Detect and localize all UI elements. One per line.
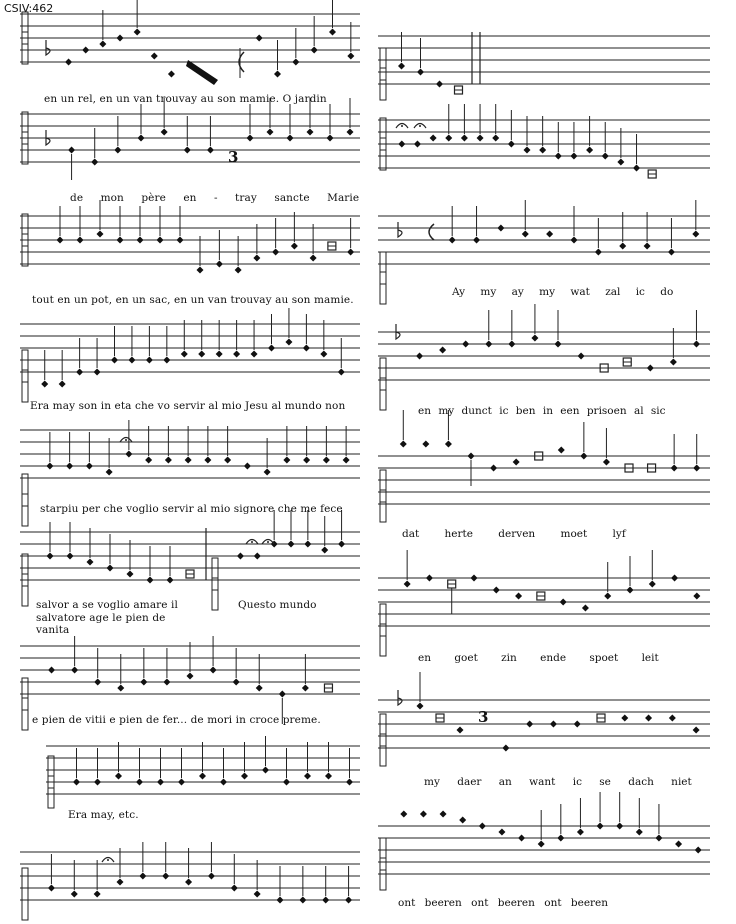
note [59, 381, 66, 388]
note [578, 353, 585, 360]
note [304, 773, 311, 780]
note [161, 129, 168, 136]
note [279, 691, 286, 698]
note [71, 667, 78, 674]
note [177, 237, 184, 244]
note [558, 447, 565, 454]
note [57, 237, 64, 244]
note [256, 35, 263, 42]
note [244, 463, 251, 470]
note [94, 891, 101, 898]
lyric-line: Era may son in eta che vo servir al mio Jesu al mundo non [30, 400, 346, 412]
note [210, 667, 217, 674]
note [493, 587, 500, 594]
note [417, 703, 424, 710]
note [449, 237, 456, 244]
lyric-line: tout en un pot, en un sac, en un van trouvay au son mamie. [32, 294, 354, 306]
note [550, 721, 557, 728]
clef [380, 48, 386, 100]
note [283, 457, 290, 464]
note [338, 369, 345, 376]
note [262, 767, 269, 774]
note [343, 457, 350, 464]
note [117, 685, 124, 692]
note [71, 891, 78, 898]
note [138, 135, 145, 142]
note [670, 359, 677, 366]
note [199, 773, 206, 780]
fermata [401, 125, 403, 127]
note [117, 879, 124, 886]
note [327, 135, 334, 142]
note [137, 237, 144, 244]
note [162, 873, 169, 880]
note [157, 237, 164, 244]
note [303, 457, 310, 464]
note [76, 369, 83, 376]
lyric-line: dat herte derven moet lyf [402, 528, 626, 540]
note [468, 453, 475, 460]
note [524, 147, 531, 154]
note [539, 147, 546, 154]
note [522, 231, 529, 238]
note [165, 457, 172, 464]
clef [380, 604, 386, 656]
fermata [419, 125, 421, 127]
note [471, 575, 478, 582]
note [237, 553, 244, 560]
lyric-line: en my dunct ic ben in een prisoen al sic [418, 405, 666, 417]
note [644, 243, 651, 250]
note [94, 779, 101, 786]
lyric-line: en un rel, en un van trouvay au son mamie. O jardin [44, 93, 327, 105]
note [322, 897, 329, 904]
note [163, 679, 170, 686]
note [114, 147, 121, 154]
note [272, 249, 279, 256]
note [310, 255, 317, 262]
note [235, 267, 242, 274]
note [233, 679, 240, 686]
note [693, 341, 700, 348]
note [633, 165, 640, 172]
clef [380, 838, 386, 890]
lyric-line: de mon père en - tray sancte Marie [70, 192, 360, 204]
note [473, 237, 480, 244]
note [198, 351, 205, 358]
note [647, 365, 654, 372]
note [247, 135, 254, 142]
note [107, 565, 114, 572]
note [422, 441, 429, 448]
note [338, 541, 345, 548]
note [346, 779, 353, 786]
note [695, 847, 702, 854]
lyric-line: Ay my ay my wat zal ic do [452, 286, 674, 298]
note [580, 453, 587, 460]
lyric-line: vanita [36, 624, 70, 636]
note [546, 231, 553, 238]
page-reference: CSIV:462 [4, 2, 54, 15]
note [490, 465, 497, 472]
note [445, 441, 452, 448]
note [457, 727, 464, 734]
note [184, 147, 191, 154]
note [502, 745, 509, 752]
note [99, 41, 106, 48]
note [157, 779, 164, 786]
note [570, 153, 577, 160]
note [134, 29, 141, 36]
note [299, 897, 306, 904]
note [400, 441, 407, 448]
note [497, 225, 504, 232]
note [233, 351, 240, 358]
note [498, 829, 505, 836]
note [430, 135, 437, 142]
note [439, 347, 446, 354]
clef [380, 470, 386, 522]
note [48, 885, 55, 892]
note [139, 873, 146, 880]
note [73, 779, 80, 786]
note [398, 141, 405, 148]
note [94, 679, 101, 686]
note [254, 553, 261, 560]
note [207, 147, 214, 154]
note [616, 823, 623, 830]
lyric-line: en goet zin ende spoet leit [418, 652, 659, 664]
note [479, 823, 486, 830]
note [168, 71, 175, 78]
meter-number: 3 [478, 708, 489, 726]
note [140, 679, 147, 686]
clef [22, 474, 28, 526]
flat-sign [46, 40, 50, 55]
note [347, 249, 354, 256]
note [67, 553, 74, 560]
note [65, 59, 72, 66]
note [416, 353, 423, 360]
note [426, 575, 433, 582]
clef [380, 714, 386, 766]
note [321, 547, 328, 554]
note [461, 135, 468, 142]
note [323, 457, 330, 464]
note [187, 673, 194, 680]
note [555, 153, 562, 160]
note [538, 841, 545, 848]
note [417, 69, 424, 76]
note [46, 463, 53, 470]
note [267, 129, 274, 136]
note [325, 773, 332, 780]
note [555, 341, 562, 348]
note [216, 351, 223, 358]
note [347, 53, 354, 60]
note [91, 159, 98, 166]
note [492, 135, 499, 142]
note [586, 147, 593, 154]
lyric-line: starpiu per che voglio servir al mio signore che me fece [40, 503, 343, 515]
note [303, 345, 310, 352]
fermata [107, 859, 109, 861]
note [277, 897, 284, 904]
note [163, 357, 170, 364]
note [128, 357, 135, 364]
note [557, 835, 564, 842]
note [115, 773, 122, 780]
note [274, 71, 281, 78]
ligature [186, 60, 218, 85]
note [675, 841, 682, 848]
note [117, 237, 124, 244]
note [320, 351, 327, 358]
note [414, 141, 421, 148]
note [285, 339, 292, 346]
note [571, 237, 578, 244]
note [66, 463, 73, 470]
note [560, 599, 567, 606]
note [347, 129, 354, 136]
clef [212, 558, 218, 610]
note [445, 135, 452, 142]
note [602, 153, 609, 160]
note [181, 351, 188, 358]
fermata [251, 541, 253, 543]
note [462, 341, 469, 348]
note [302, 685, 309, 692]
note [508, 141, 515, 148]
note [671, 575, 678, 582]
note [47, 553, 54, 560]
note [526, 721, 533, 728]
note [645, 715, 652, 722]
note [669, 715, 676, 722]
clef [22, 350, 28, 402]
note [117, 35, 124, 42]
note [147, 577, 154, 584]
note [513, 459, 520, 466]
note [185, 879, 192, 886]
note [125, 451, 132, 458]
note [668, 249, 675, 256]
flat-sign [398, 690, 402, 705]
note [636, 829, 643, 836]
clef [22, 678, 28, 730]
note [251, 351, 258, 358]
note [440, 811, 447, 818]
note [400, 811, 407, 818]
note [420, 811, 427, 818]
note [256, 685, 263, 692]
note [185, 457, 192, 464]
note [253, 255, 260, 262]
note [204, 457, 211, 464]
note [87, 559, 94, 566]
note [345, 897, 352, 904]
note [287, 135, 294, 142]
note [307, 129, 314, 136]
fermata [267, 541, 269, 543]
note [436, 81, 443, 88]
note [292, 59, 299, 66]
note [111, 357, 118, 364]
note [231, 885, 238, 892]
note [288, 541, 295, 548]
lyric-line: Era may, etc. [68, 809, 139, 821]
note [577, 829, 584, 836]
note [264, 469, 271, 476]
note [82, 47, 89, 54]
note [224, 457, 231, 464]
note [477, 135, 484, 142]
note [692, 231, 699, 238]
note [311, 47, 318, 54]
flat-sign [398, 222, 402, 237]
note [220, 779, 227, 786]
lyric-line: e pien de vitii e pien de fer... de mori in croce preme. [32, 714, 321, 726]
note [671, 465, 678, 472]
note [86, 463, 93, 470]
note [515, 593, 522, 600]
lyric-line: salvatore age le pien de [36, 612, 166, 624]
note [459, 817, 466, 824]
meter-number: 3 [228, 148, 239, 166]
note [94, 369, 101, 376]
note [178, 779, 185, 786]
note [254, 891, 261, 898]
note [597, 823, 604, 830]
note [531, 335, 538, 342]
note [617, 159, 624, 166]
note [167, 577, 174, 584]
note [604, 593, 611, 600]
note [97, 231, 104, 238]
lyric-line: ont beeren ont beeren ont beeren [398, 897, 609, 909]
note [693, 465, 700, 472]
mensuration-sign [429, 224, 434, 240]
note [127, 571, 134, 578]
clef [380, 252, 386, 304]
note [208, 873, 215, 880]
note [518, 835, 525, 842]
note [627, 587, 634, 594]
lyric-line: my daer an want ic se dach niet [424, 776, 692, 788]
note [268, 345, 275, 352]
note [68, 147, 75, 154]
note [304, 541, 311, 548]
clef [380, 358, 386, 410]
note [197, 267, 204, 274]
note [508, 341, 515, 348]
note [291, 243, 298, 250]
note [649, 581, 656, 588]
note [41, 381, 48, 388]
note [48, 667, 55, 674]
note [216, 261, 223, 268]
note [621, 715, 628, 722]
note [106, 469, 113, 476]
note [136, 779, 143, 786]
fermata [125, 439, 127, 441]
note [693, 593, 700, 600]
note [595, 249, 602, 256]
note [582, 605, 589, 612]
note [574, 721, 581, 728]
note [146, 357, 153, 364]
note [693, 727, 700, 734]
note [404, 581, 411, 588]
note [77, 237, 84, 244]
note [619, 243, 626, 250]
note [151, 53, 158, 60]
lyric-line: Questo mundo [238, 599, 317, 611]
note [603, 459, 610, 466]
note [655, 835, 662, 842]
lyric-line: salvor a se voglio amare il [36, 599, 178, 611]
note [398, 63, 405, 70]
note [485, 341, 492, 348]
note [329, 29, 336, 36]
note [283, 779, 290, 786]
note [241, 773, 248, 780]
note [145, 457, 152, 464]
